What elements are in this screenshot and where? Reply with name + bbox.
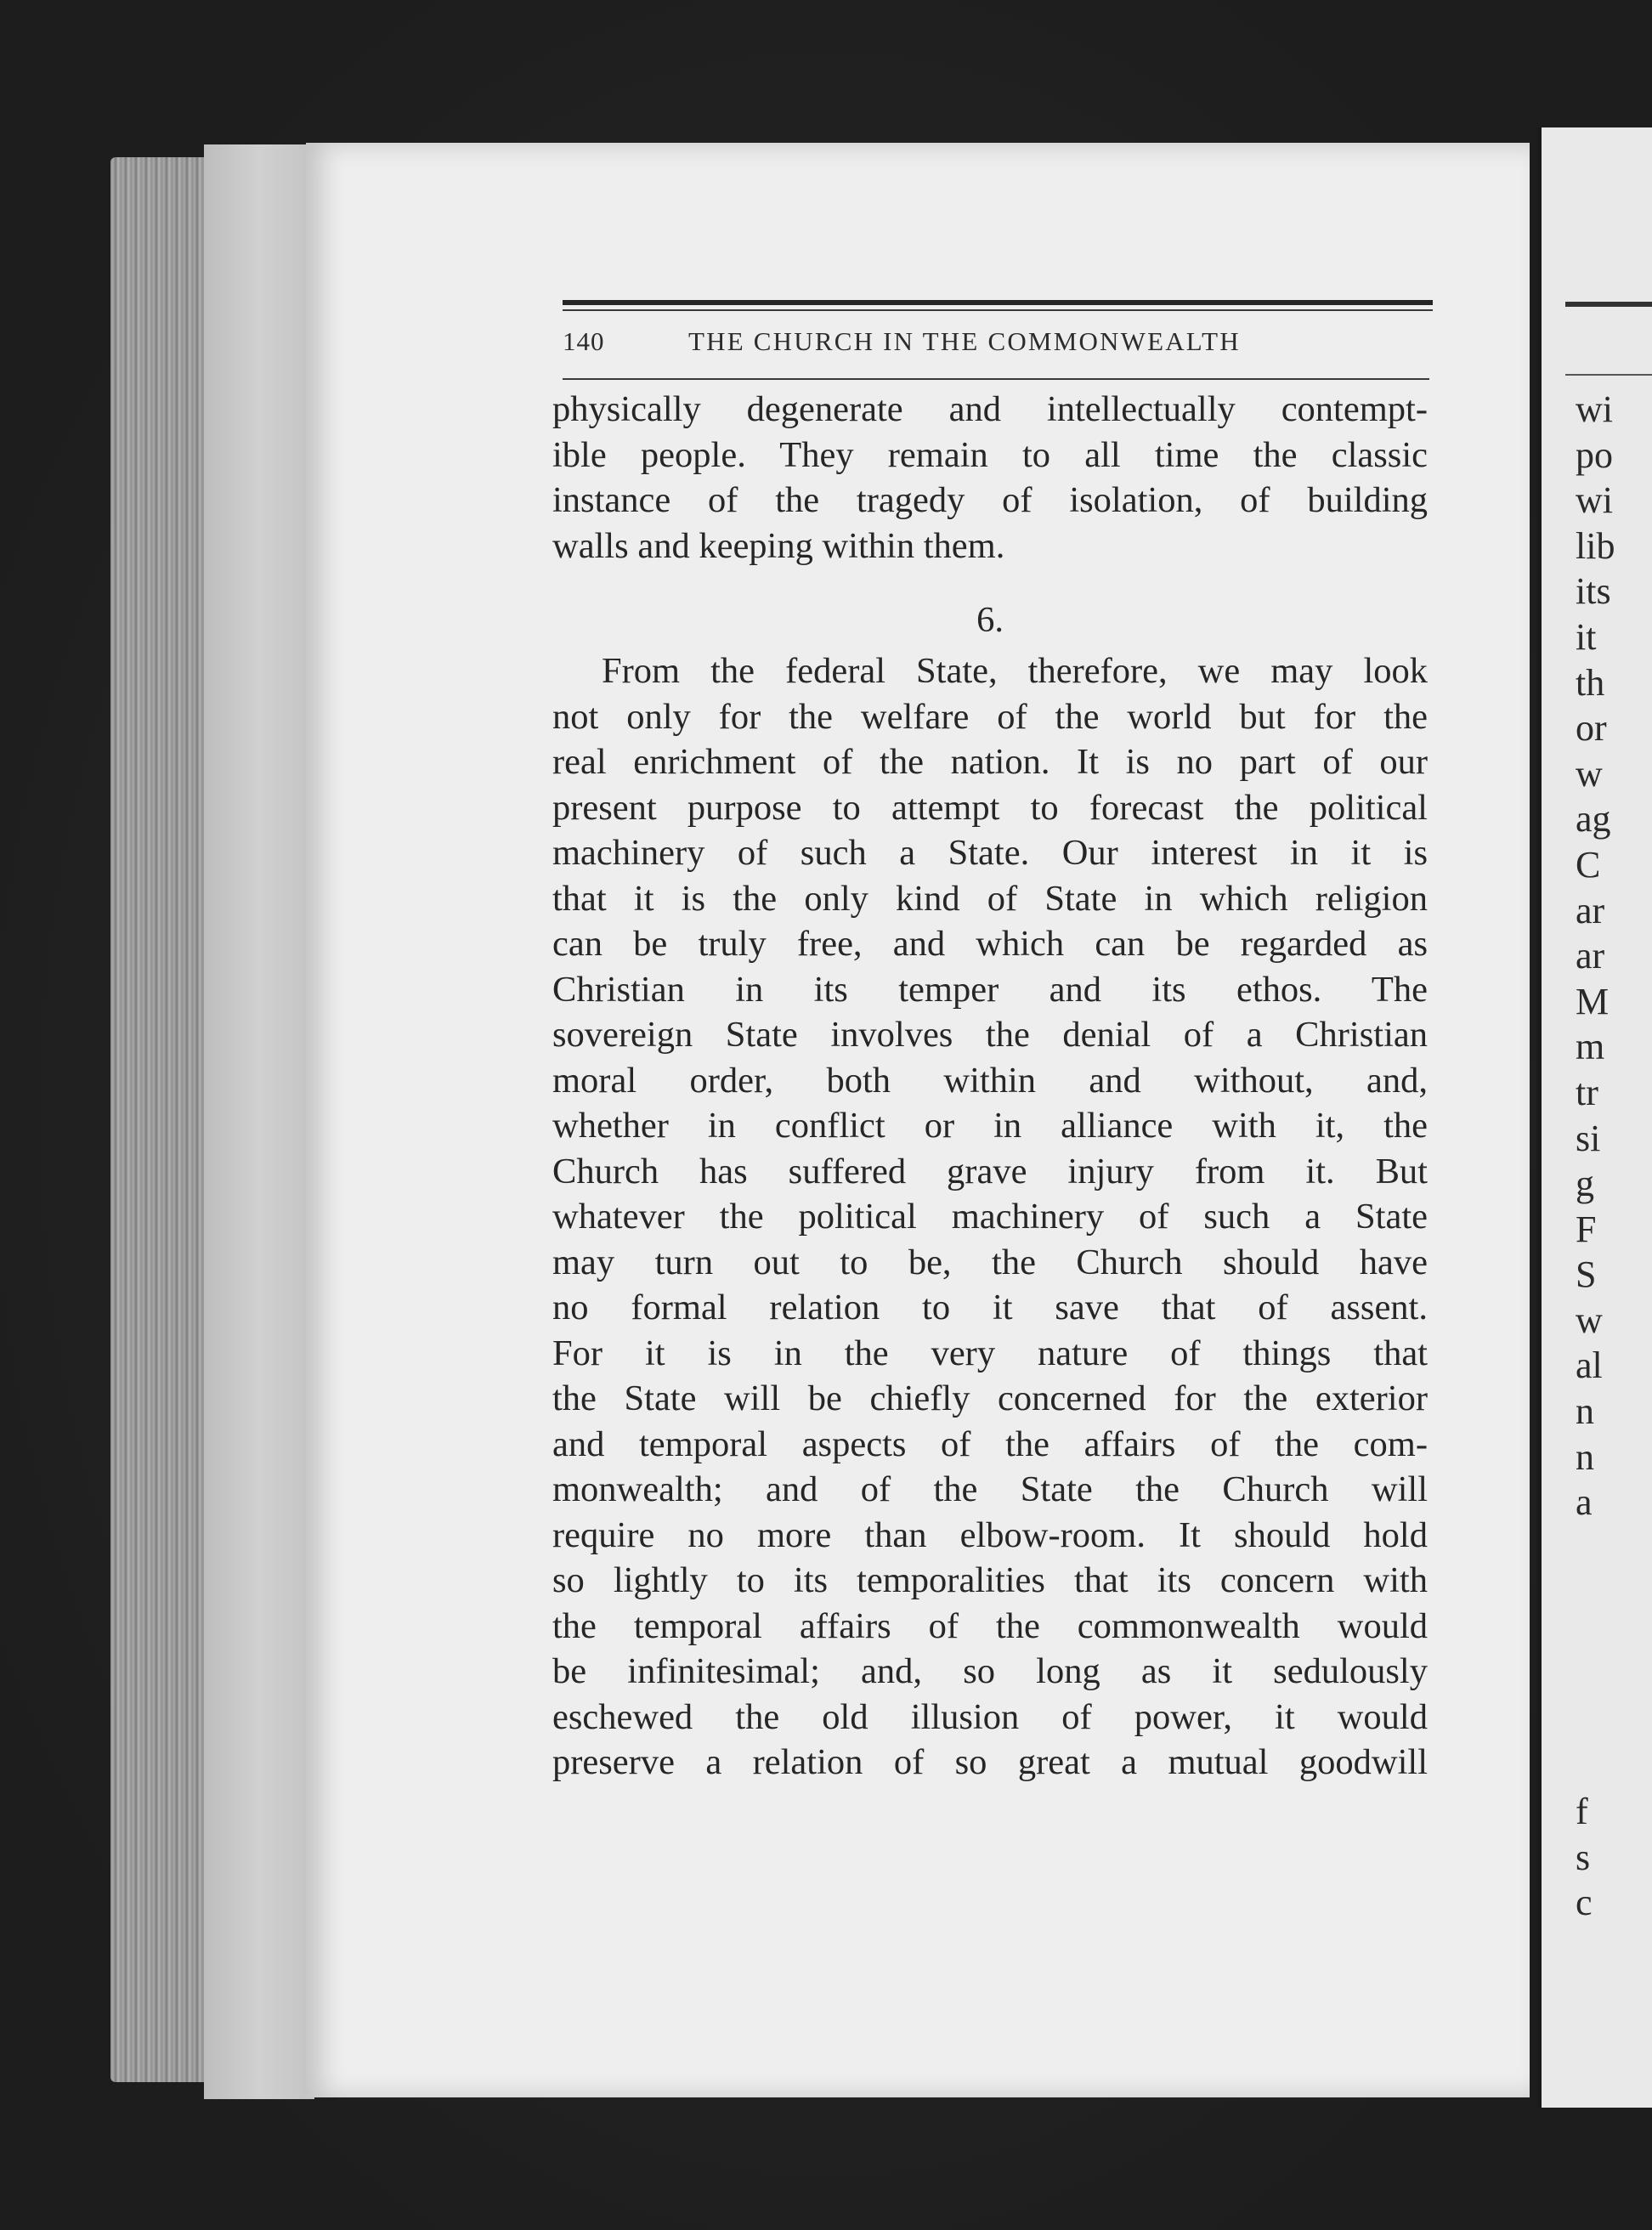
facing-fragment: C bbox=[1576, 843, 1601, 886]
header-underline bbox=[563, 378, 1429, 380]
text-line: and temporal aspects of the affairs of the com- bbox=[552, 1423, 1428, 1464]
text-line: Christian in its temper and its ethos. The bbox=[552, 969, 1428, 1010]
facing-fragment: g bbox=[1576, 1163, 1594, 1205]
facing-fragment: s bbox=[1576, 1836, 1591, 1878]
body-text bbox=[552, 387, 1428, 1786]
facing-fragment: tr bbox=[1576, 1071, 1598, 1113]
paragraph-2 bbox=[552, 648, 1428, 1786]
header-rule-thin bbox=[563, 309, 1433, 311]
text-line: walls and keeping within them. bbox=[552, 525, 1005, 566]
text-line: sovereign State involves the denial of a Christian bbox=[552, 1015, 1428, 1055]
facing-fragment: F bbox=[1576, 1208, 1597, 1250]
facing-fragment: wi bbox=[1576, 388, 1613, 430]
facing-text-fragments-bottom bbox=[1576, 1789, 1652, 1926]
text-line: Church has suffered grave injury from it. But bbox=[552, 1151, 1428, 1191]
facing-fragment: S bbox=[1576, 1254, 1597, 1296]
facing-header-rule bbox=[1565, 302, 1652, 307]
facing-fragment: lib bbox=[1576, 524, 1615, 567]
facing-fragment: or bbox=[1576, 707, 1607, 750]
text-line: no formal relation to it save that of assent. bbox=[552, 1288, 1428, 1327]
text-line: moral order, both within and without, and, bbox=[552, 1060, 1428, 1101]
text-line: the State will be chiefly concerned for the exterior bbox=[552, 1378, 1428, 1418]
text-line: monwealth; and of the State the Church will bbox=[552, 1469, 1428, 1509]
facing-fragment: wi bbox=[1576, 479, 1613, 522]
facing-fragment: n bbox=[1576, 1435, 1594, 1478]
text-line: whether in conflict or in alliance with it, the bbox=[552, 1106, 1428, 1146]
facing-fragment: ar bbox=[1576, 935, 1605, 977]
facing-text-fragments bbox=[1576, 387, 1652, 1525]
facing-fragment: ag bbox=[1576, 798, 1611, 840]
facing-page bbox=[1536, 127, 1652, 2108]
text-line: physically degenerate and intellectually contempt- bbox=[552, 389, 1428, 429]
facing-fragment: th bbox=[1576, 661, 1605, 704]
text-line: be infinitesimal; and, so long as it sedulously bbox=[552, 1651, 1428, 1691]
text-line: may turn out to be, the Church should have bbox=[552, 1242, 1428, 1282]
text-line: can be truly free, and which can be regarded as bbox=[552, 924, 1428, 964]
facing-fragment: w bbox=[1576, 1299, 1603, 1341]
text-line: not only for the welfare of the world but for the bbox=[552, 696, 1428, 737]
text-line: machinery of such a State. Our interest in it is bbox=[552, 833, 1428, 873]
facing-fragment: al bbox=[1576, 1344, 1603, 1387]
facing-fragment: si bbox=[1576, 1117, 1601, 1159]
facing-fragment: ar bbox=[1576, 889, 1605, 931]
facing-fragment: its bbox=[1576, 570, 1611, 613]
text-line: whatever the political machinery of such a State bbox=[552, 1197, 1428, 1237]
text-line: ible people. They remain to all time the classic bbox=[552, 434, 1428, 475]
facing-fragment: it bbox=[1576, 615, 1597, 658]
text-line: require no more than elbow-room. It should hold bbox=[552, 1514, 1428, 1555]
facing-fragment: a bbox=[1576, 1481, 1593, 1524]
facing-fragment: c bbox=[1576, 1882, 1593, 1924]
header-rule-thick bbox=[563, 300, 1433, 305]
text-line: instance of the tragedy of isolation, of building bbox=[552, 480, 1428, 520]
text-line: present purpose to attempt to forecast the political bbox=[552, 787, 1428, 828]
facing-fragment: n bbox=[1576, 1390, 1594, 1433]
facing-fragment: m bbox=[1576, 1026, 1605, 1068]
running-title: THE CHURCH IN THE COMMONWEALTH bbox=[688, 326, 1241, 356]
facing-header-underline bbox=[1565, 374, 1652, 376]
facing-fragment: M bbox=[1576, 980, 1610, 1022]
text-line: so lightly to its temporalities that its concern with bbox=[552, 1560, 1428, 1600]
text-line: eschewed the old illusion of power, it would bbox=[552, 1696, 1428, 1737]
text-line: From the federal State, therefore, we may look bbox=[602, 651, 1428, 691]
facing-fragment: f bbox=[1576, 1791, 1588, 1832]
facing-fragment: po bbox=[1576, 433, 1613, 476]
text-line: real enrichment of the nation. It is no part of our bbox=[552, 742, 1428, 782]
text-line: preserve a relation of so great a mutual goodwill bbox=[552, 1742, 1428, 1782]
facing-fragment: w bbox=[1576, 752, 1603, 795]
paragraph-1 bbox=[552, 387, 1428, 569]
section-number: 6. bbox=[976, 600, 1004, 640]
text-line: For it is in the very nature of things that bbox=[552, 1333, 1428, 1373]
text-line: that it is the only kind of State in which religion bbox=[552, 878, 1428, 919]
book-inner-edges bbox=[204, 144, 314, 2099]
text-line: the temporal affairs of the commonwealth would bbox=[552, 1605, 1428, 1646]
page-number: 140 bbox=[563, 326, 605, 356]
